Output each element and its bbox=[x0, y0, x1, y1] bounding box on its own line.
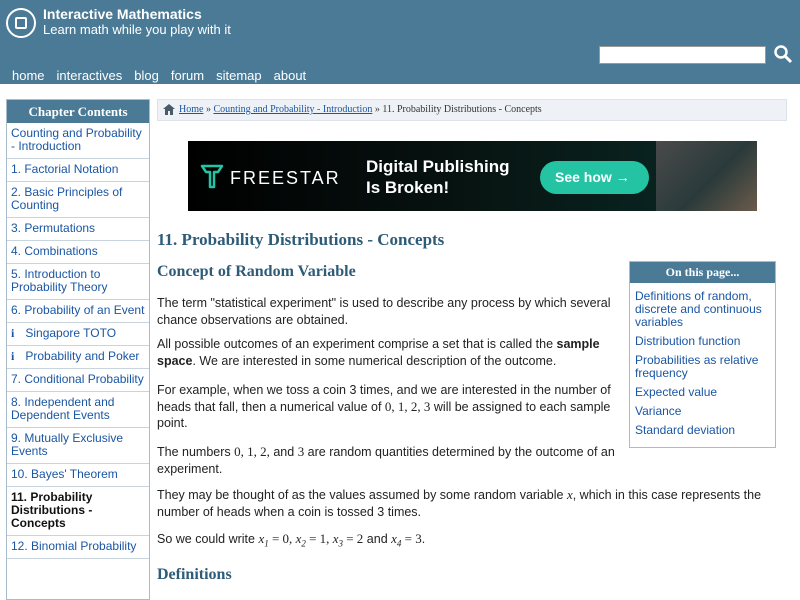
sidebar-item-probability-theory[interactable]: 5. Introduction to Probability Theory bbox=[7, 264, 149, 300]
sidebar-item-toto[interactable] bbox=[7, 323, 149, 346]
nav-interactives[interactable]: interactives bbox=[56, 68, 123, 83]
section-heading-definitions: Definitions bbox=[157, 566, 232, 583]
text: , which in this case represents the number of heads when a coin is tossed 3 times. bbox=[157, 488, 762, 519]
term-sample-space: sample space bbox=[157, 337, 600, 368]
paragraph-sample-space bbox=[157, 336, 617, 369]
site-tagline: Learn math while you play with it bbox=[43, 22, 231, 37]
text: The numbers bbox=[157, 445, 235, 459]
sidebar-item-mutually-exclusive[interactable]: 9. Mutually Exclusive Events bbox=[7, 428, 149, 464]
paragraph-coin-example bbox=[157, 382, 617, 432]
text: So we could write bbox=[157, 532, 259, 546]
site-title[interactable]: Interactive Mathematics bbox=[43, 6, 202, 22]
text: will be assigned to each sample point. bbox=[157, 399, 611, 430]
onpage-link-expected-value[interactable]: Expected value bbox=[635, 385, 718, 399]
search-icon[interactable] bbox=[773, 44, 793, 64]
home-icon[interactable] bbox=[163, 104, 175, 115]
search-input[interactable] bbox=[599, 46, 766, 64]
text: and bbox=[363, 532, 392, 546]
sidebar-item-intro[interactable]: Counting and Probability - Introduction bbox=[7, 123, 149, 159]
math-value: 3 bbox=[297, 444, 305, 459]
text: and bbox=[269, 445, 298, 459]
section-heading-random-variable: Concept of Random Variable bbox=[157, 263, 356, 280]
text: . We are interested in some numerical description of the outcome. bbox=[192, 353, 557, 368]
ad-headline-line-1: Digital Publishing bbox=[366, 157, 510, 176]
ad-see-how-button[interactable] bbox=[540, 161, 649, 194]
sidebar-item-factorial[interactable]: 1. Factorial Notation bbox=[7, 159, 149, 182]
math-values: 0, 1, 2, 3 bbox=[384, 398, 431, 414]
ad-headline bbox=[366, 156, 510, 198]
advertisement-banner[interactable] bbox=[188, 141, 757, 211]
main-nav bbox=[12, 68, 306, 83]
sidebar-item-distributions-current: 11. Probability Distributions - Concepts bbox=[7, 487, 149, 536]
paragraph-statistical-experiment: The term "statistical experiment" is used to describe any process by which several chance observations are obtained. bbox=[157, 296, 611, 327]
info-icon: i bbox=[11, 326, 15, 340]
site-header bbox=[0, 0, 800, 84]
sidebar-item-binomial[interactable]: 12. Binomial Probability bbox=[7, 536, 149, 559]
main-content bbox=[157, 99, 787, 583]
text: All possible outcomes of an experiment comprise a set that is called the bbox=[157, 337, 557, 351]
text: . bbox=[421, 532, 426, 546]
text: For example, when we toss a coin 3 times, and we are interested in the number of heads that fall, then a numerical value of bbox=[157, 383, 611, 414]
breadcrumb-separator: » bbox=[205, 104, 211, 115]
on-this-page-box bbox=[629, 261, 776, 448]
math-variable-x: x bbox=[566, 487, 573, 502]
ad-headline-line-2: Is Broken! bbox=[366, 178, 450, 197]
ad-button-label: See how bbox=[555, 169, 612, 185]
paragraph-random-quantities bbox=[157, 444, 617, 477]
paragraph-random-variable bbox=[157, 487, 772, 520]
math-values: 0, 1, 2, bbox=[234, 444, 270, 459]
freestar-logo-icon bbox=[200, 163, 224, 189]
nav-about[interactable]: about bbox=[273, 68, 307, 83]
sidebar-item-label: Singapore TOTO bbox=[25, 326, 117, 340]
sidebar-item-permutations[interactable]: 3. Permutations bbox=[7, 218, 149, 241]
ad-brand: FREESTAR bbox=[230, 168, 341, 188]
breadcrumb-current: 11. Probability Distributions - Concepts bbox=[382, 104, 542, 115]
sidebar-item-label: Probability and Poker bbox=[25, 349, 140, 363]
breadcrumb-separator: » bbox=[374, 104, 380, 115]
nav-sitemap[interactable]: sitemap bbox=[216, 68, 262, 83]
onpage-link-variance[interactable]: Variance bbox=[635, 404, 682, 418]
breadcrumb-parent[interactable]: Counting and Probability - Introduction bbox=[213, 104, 373, 115]
arrow-right-icon: → bbox=[615, 169, 630, 185]
chapter-sidebar bbox=[6, 99, 150, 600]
sidebar-item-poker[interactable] bbox=[7, 346, 149, 369]
sidebar-item-conditional[interactable]: 7. Conditional Probability bbox=[7, 369, 149, 392]
text: are random quantities determined by the outcome of an experiment. bbox=[157, 445, 615, 476]
breadcrumb bbox=[157, 99, 787, 121]
info-icon: i bbox=[11, 349, 15, 363]
on-this-page-heading: On this page... bbox=[630, 262, 775, 283]
nav-forum[interactable]: forum bbox=[170, 68, 205, 83]
nav-home[interactable]: home bbox=[12, 68, 45, 83]
page-title: 11. Probability Distributions - Concepts bbox=[157, 230, 445, 249]
math-equation-x4: $x_4 = 3$ bbox=[391, 531, 422, 549]
sidebar-item-independent[interactable]: 8. Independent and Dependent Events bbox=[7, 392, 149, 428]
nav-blog[interactable]: blog bbox=[134, 68, 159, 83]
onpage-link-standard-deviation[interactable]: Standard deviation bbox=[635, 423, 736, 437]
sidebar-item-probability-event[interactable]: 6. Probability of an Event bbox=[7, 300, 149, 323]
sidebar-item-bayes[interactable]: 10. Bayes' Theorem bbox=[7, 464, 149, 487]
onpage-link-distribution-function[interactable]: Distribution function bbox=[635, 334, 741, 348]
sidebar-heading: Chapter Contents bbox=[7, 100, 149, 123]
sidebar-item-combinations[interactable]: 4. Combinations bbox=[7, 241, 149, 264]
text: They may be thought of as the values assumed by some random variable bbox=[157, 488, 567, 502]
sidebar-item-counting[interactable]: 2. Basic Principles of Counting bbox=[7, 182, 149, 218]
breadcrumb-home[interactable]: Home bbox=[179, 104, 204, 115]
site-logo-icon[interactable] bbox=[6, 8, 36, 38]
onpage-link-relative-frequency[interactable]: Probabilities as relative frequency bbox=[635, 353, 759, 380]
paragraph-so-we-could-write bbox=[157, 531, 772, 552]
onpage-link-definitions[interactable]: Definitions of random, discrete and continuous variables bbox=[635, 289, 762, 329]
ad-photo bbox=[656, 141, 757, 211]
math-equations: $x_1 = 0$, $x_2 = 1$, $x_3 = 2$ bbox=[258, 531, 364, 549]
